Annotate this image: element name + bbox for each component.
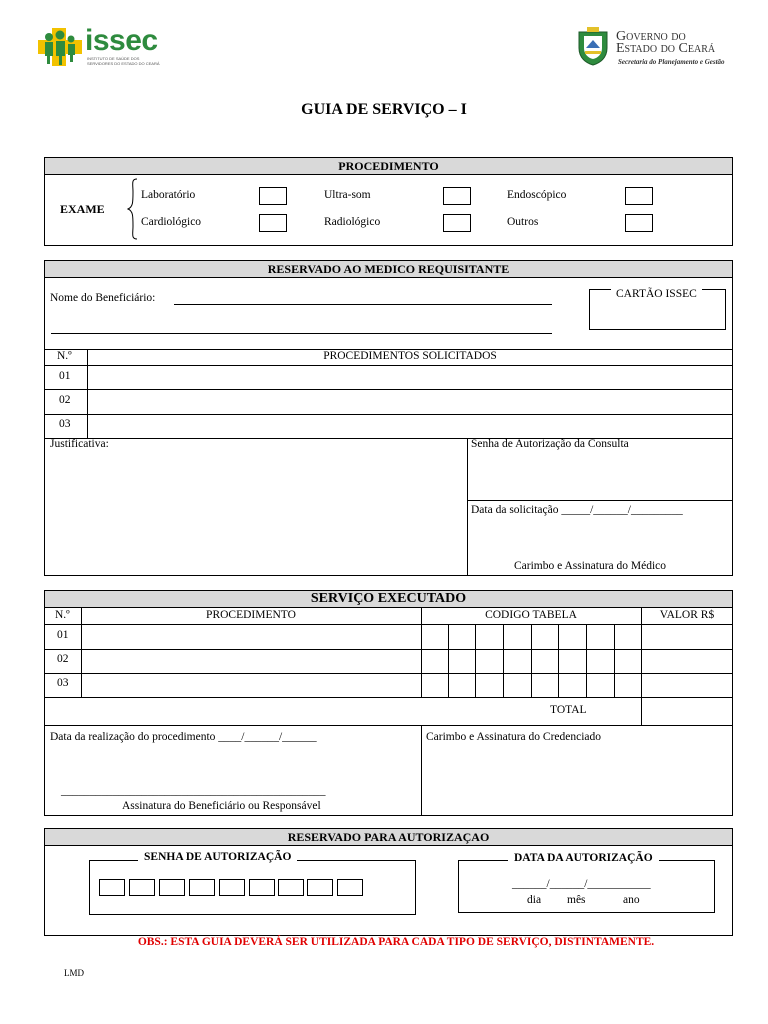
autorizacao-section: [44, 828, 733, 936]
option-laboratorio: Laboratório: [141, 189, 196, 201]
servico-header: SERVIÇO EXECUTADO: [45, 591, 732, 608]
gov-line3: Secretaria do Planejamento e Gestão: [618, 58, 725, 66]
assinatura-line[interactable]: ______________________________________________: [61, 785, 326, 797]
senha-digit-cell[interactable]: [189, 879, 215, 896]
medico-header: RESERVADO AO MEDICO REQUISITANTE: [45, 261, 732, 278]
option-ultra-som: Ultra-som: [324, 189, 371, 201]
governo-logo: [576, 26, 736, 70]
num-header: N.º: [55, 609, 70, 621]
divider: [467, 500, 732, 501]
senha-digit-cell[interactable]: [99, 879, 125, 896]
divider: [45, 438, 732, 439]
divider: [531, 624, 532, 697]
senha-digit-cell[interactable]: [249, 879, 275, 896]
data-realizacao[interactable]: Data da realização do procedimento ____/______/______: [50, 731, 317, 743]
justificativa-field[interactable]: [46, 453, 466, 573]
senha-consulta-label: Senha de Autorização da Consulta: [471, 438, 629, 450]
data-autorizacao-label: DATA DA AUTORIZAÇÃO: [508, 852, 659, 864]
table-row: 03: [57, 677, 69, 689]
num-header: N.º: [57, 350, 72, 362]
cartao-issec-label: CARTÃO ISSEC: [611, 288, 702, 300]
ano-label: ano: [623, 894, 640, 906]
procedimentos-solicitados-header: PROCEDIMENTOS SOLICITADOS: [323, 350, 497, 362]
justificativa-label: Justificativa:: [50, 438, 109, 450]
page-title: GUIA DE SERVIÇO – I: [301, 101, 467, 118]
checkbox-endoscopico[interactable]: [625, 187, 653, 205]
valor-header: VALOR R$: [659, 609, 715, 621]
divider: [586, 624, 587, 697]
table-row: 01: [57, 629, 69, 641]
procedure-input-row-3[interactable]: [88, 415, 732, 438]
table-row: 01: [59, 370, 71, 382]
divider: [448, 624, 449, 697]
divider: [45, 697, 732, 698]
issec-tagline: INSTITUTO DE SAÚDE DOS SERVIDORES DO ESTADO DO CEARÁ: [87, 56, 160, 66]
senha-digit-cell[interactable]: [219, 879, 245, 896]
gov-line1: Governo do: [616, 29, 686, 44]
divider: [614, 624, 615, 697]
option-outros: Outros: [507, 216, 539, 228]
option-cardiologico: Cardiológico: [141, 216, 202, 228]
checkbox-ultra-som[interactable]: [443, 187, 471, 205]
autorizacao-header: RESERVADO PARA AUTORIZAÇAO: [45, 829, 732, 846]
ceara-coat-of-arms-icon: [576, 26, 610, 66]
exame-label: EXAME: [60, 202, 105, 216]
service-input-row-1[interactable]: [82, 625, 421, 649]
dia-label: dia: [527, 894, 542, 906]
procedimento-header: PROCEDIMENTO: [206, 609, 296, 621]
obs-notice: OBS.: ESTA GUIA DEVERÁ SER UTILIZADA PARA CADA TIPO DE SERVIÇO, DISTINTAMENTE.: [137, 936, 655, 948]
assinatura-beneficiario-label: Assinatura do Beneficiário ou Responsável: [122, 800, 321, 812]
data-autorizacao-line[interactable]: ______/______/___________: [512, 878, 651, 890]
senha-digit-cell[interactable]: [337, 879, 363, 896]
divider: [475, 624, 476, 697]
issec-logo: [38, 26, 168, 70]
servico-section: [44, 590, 733, 816]
procedimento-section: [44, 157, 733, 246]
carimbo-medico-label: Carimbo e Assinatura do Médico: [514, 560, 667, 572]
table-row: 02: [57, 653, 69, 665]
checkbox-cardiologico[interactable]: [259, 214, 287, 232]
service-input-row-2[interactable]: [82, 650, 421, 673]
issec-family-icon: [38, 28, 84, 66]
total-label: TOTAL: [550, 704, 587, 716]
beneficiario-line-2[interactable]: [51, 333, 552, 334]
codigo-tabela-header: CODIGO TABELA: [485, 609, 577, 621]
option-endoscopico: Endoscópico: [507, 189, 567, 201]
gov-line2: Estado do Ceará: [616, 41, 716, 56]
table-row: 03: [59, 418, 71, 430]
divider: [558, 624, 559, 697]
procedimento-header: PROCEDIMENTO: [45, 158, 732, 175]
procedure-input-row-1[interactable]: [88, 366, 732, 389]
divider: [45, 725, 732, 726]
senha-digit-cell[interactable]: [129, 879, 155, 896]
service-input-row-3[interactable]: [82, 674, 421, 697]
divider: [421, 725, 422, 815]
checkbox-laboratorio[interactable]: [259, 187, 287, 205]
carimbo-credenciado-label: Carimbo e Assinatura do Credenciado: [426, 731, 602, 743]
footer-code: LMD: [64, 968, 84, 978]
option-radiologico: Radiológico: [324, 216, 381, 228]
mes-label: mês: [567, 894, 586, 906]
data-solicitacao[interactable]: Data da solicitação _____/______/_________: [471, 504, 683, 516]
beneficiario-line[interactable]: [174, 304, 552, 305]
issec-brand: issec: [85, 24, 158, 57]
beneficiario-label: Nome do Beneficiário:: [50, 292, 156, 304]
divider: [503, 624, 504, 697]
checkbox-outros[interactable]: [625, 214, 653, 232]
senha-digit-cell[interactable]: [307, 879, 333, 896]
total-value-field[interactable]: [642, 698, 732, 725]
senha-digit-cell[interactable]: [278, 879, 304, 896]
checkbox-radiologico[interactable]: [443, 214, 471, 232]
brace-icon: [127, 178, 139, 240]
table-row: 02: [59, 394, 71, 406]
senha-autorizacao-label: SENHA DE AUTORIZAÇÃO: [138, 851, 297, 863]
senha-digit-cell[interactable]: [159, 879, 185, 896]
procedure-input-row-2[interactable]: [88, 390, 732, 414]
medico-section: [44, 260, 733, 576]
divider: [467, 438, 468, 575]
